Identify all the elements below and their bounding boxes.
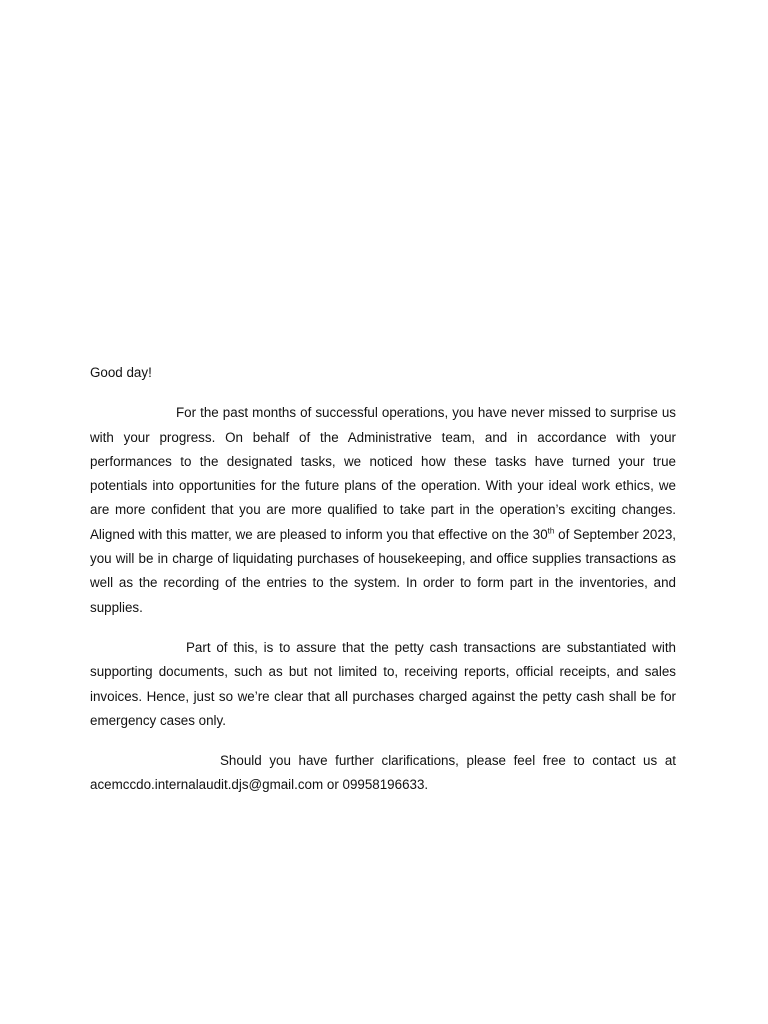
- paragraph-assignment: [90, 401, 676, 620]
- ordinal-suffix: th: [547, 526, 555, 536]
- paragraph-petty-cash: Part of this, is to assure that the petty cash transactions are substantiated with supporting documents, such as but not limited to, receiving reports, official receipts, and sales invoices. Hence, just so we’re clear that all purchases charged against the petty cash shall be for emergency cases only.: [90, 639, 676, 728]
- paragraph-assignment-text-before-date: For the past months of successful operations, you have never missed to surprise us with your progress. On behalf of the Administrative team, and in accordance with your performances to the designated tasks, we noticed how these tasks have turned your true potentials into opportunities for the future plans of the operation. With your ideal work ethics, we are more confident that you are more qualified to take part in the operation’s exciting changes. Aligned with this matter, we are pleased to inform you that effective on the 30: [90, 405, 676, 542]
- paragraph-contact: Should you have further clarifications, please feel free to contact us at acemccdo.internalaudit.djs@gmail.com or 09958196633.: [90, 753, 676, 793]
- paragraph-assignment-text-after-date: of September 2023, you will be in charge of liquidating purchases of housekeeping, and office supplies transactions as well as the recording of the entries to the system. In order to form part in the inventories, and supplies.: [90, 526, 676, 615]
- letter-body: [90, 361, 676, 814]
- greeting: Good day!: [90, 365, 152, 380]
